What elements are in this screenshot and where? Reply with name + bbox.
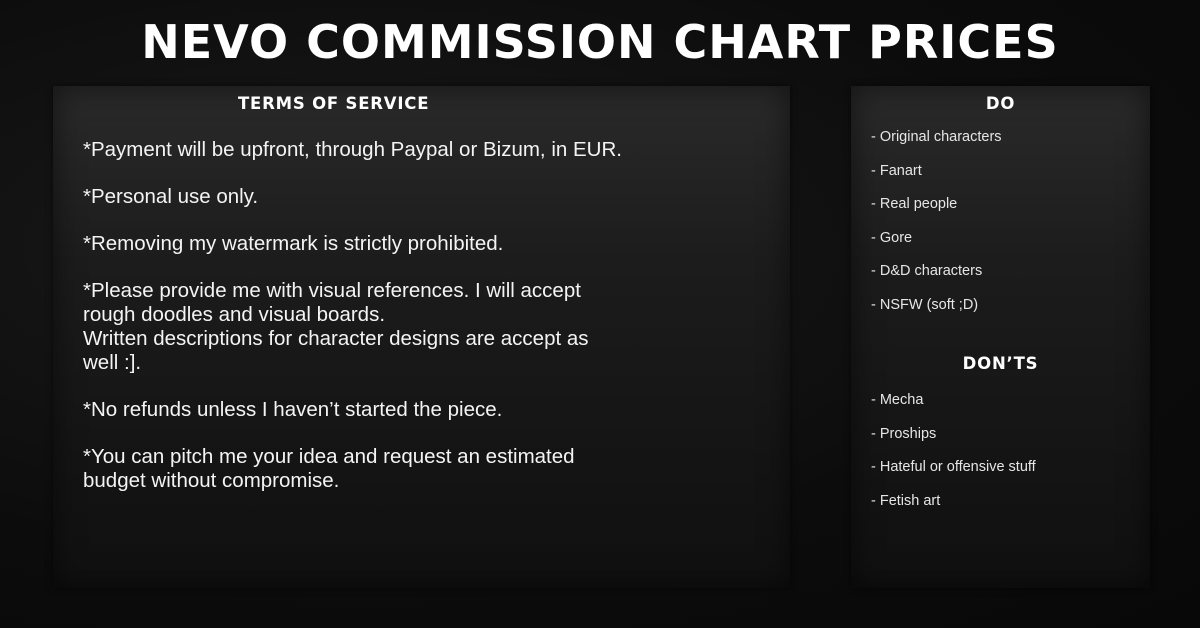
terms-item-payment: *Payment will be upfront, through Paypal or Bizum, in EUR.	[83, 138, 622, 161]
terms-item-references: *Please provide me with visual references. I will accept rough doodles and visual boards. Written descriptions for character designs are accept as well :].	[83, 279, 589, 374]
terms-item-pitch: *You can pitch me your idea and request an estimated budget without compromise.	[83, 445, 575, 492]
do-item-nsfw: - NSFW (soft ;D)	[871, 296, 979, 313]
terms-heading: TERMS OF SERVICE	[238, 94, 430, 113]
donts-item-proships: - Proships	[871, 425, 937, 442]
donts-item-hateful: - Hateful or offensive stuff	[871, 459, 1036, 476]
terms-item-watermark: *Removing my watermark is strictly prohibited.	[83, 232, 504, 255]
donts-item-mecha: - Mecha	[871, 392, 924, 408]
terms-list	[83, 138, 723, 516]
do-item-gore: - Gore	[871, 229, 913, 246]
terms-item-personal-use: *Personal use only.	[83, 185, 259, 208]
do-heading: DO	[985, 94, 1016, 113]
terms-of-service-panel	[53, 86, 790, 588]
donts-item-fetish: - Fetish art	[871, 492, 941, 509]
do-item-dnd-characters: - D&D characters	[871, 263, 983, 280]
donts-list	[871, 391, 1036, 525]
do-list	[871, 128, 1002, 330]
do-donts-panel	[851, 86, 1150, 588]
do-item-fanart: - Fanart	[871, 162, 922, 179]
donts-heading: DON’TS	[962, 354, 1039, 373]
do-item-real-people: - Real people	[871, 196, 958, 213]
do-item-original-characters: - Original characters	[871, 129, 1002, 145]
page-title: NEVO COMMISSION CHART PRICES	[141, 15, 1059, 69]
terms-item-refunds: *No refunds unless I haven’t started the piece.	[83, 398, 503, 421]
